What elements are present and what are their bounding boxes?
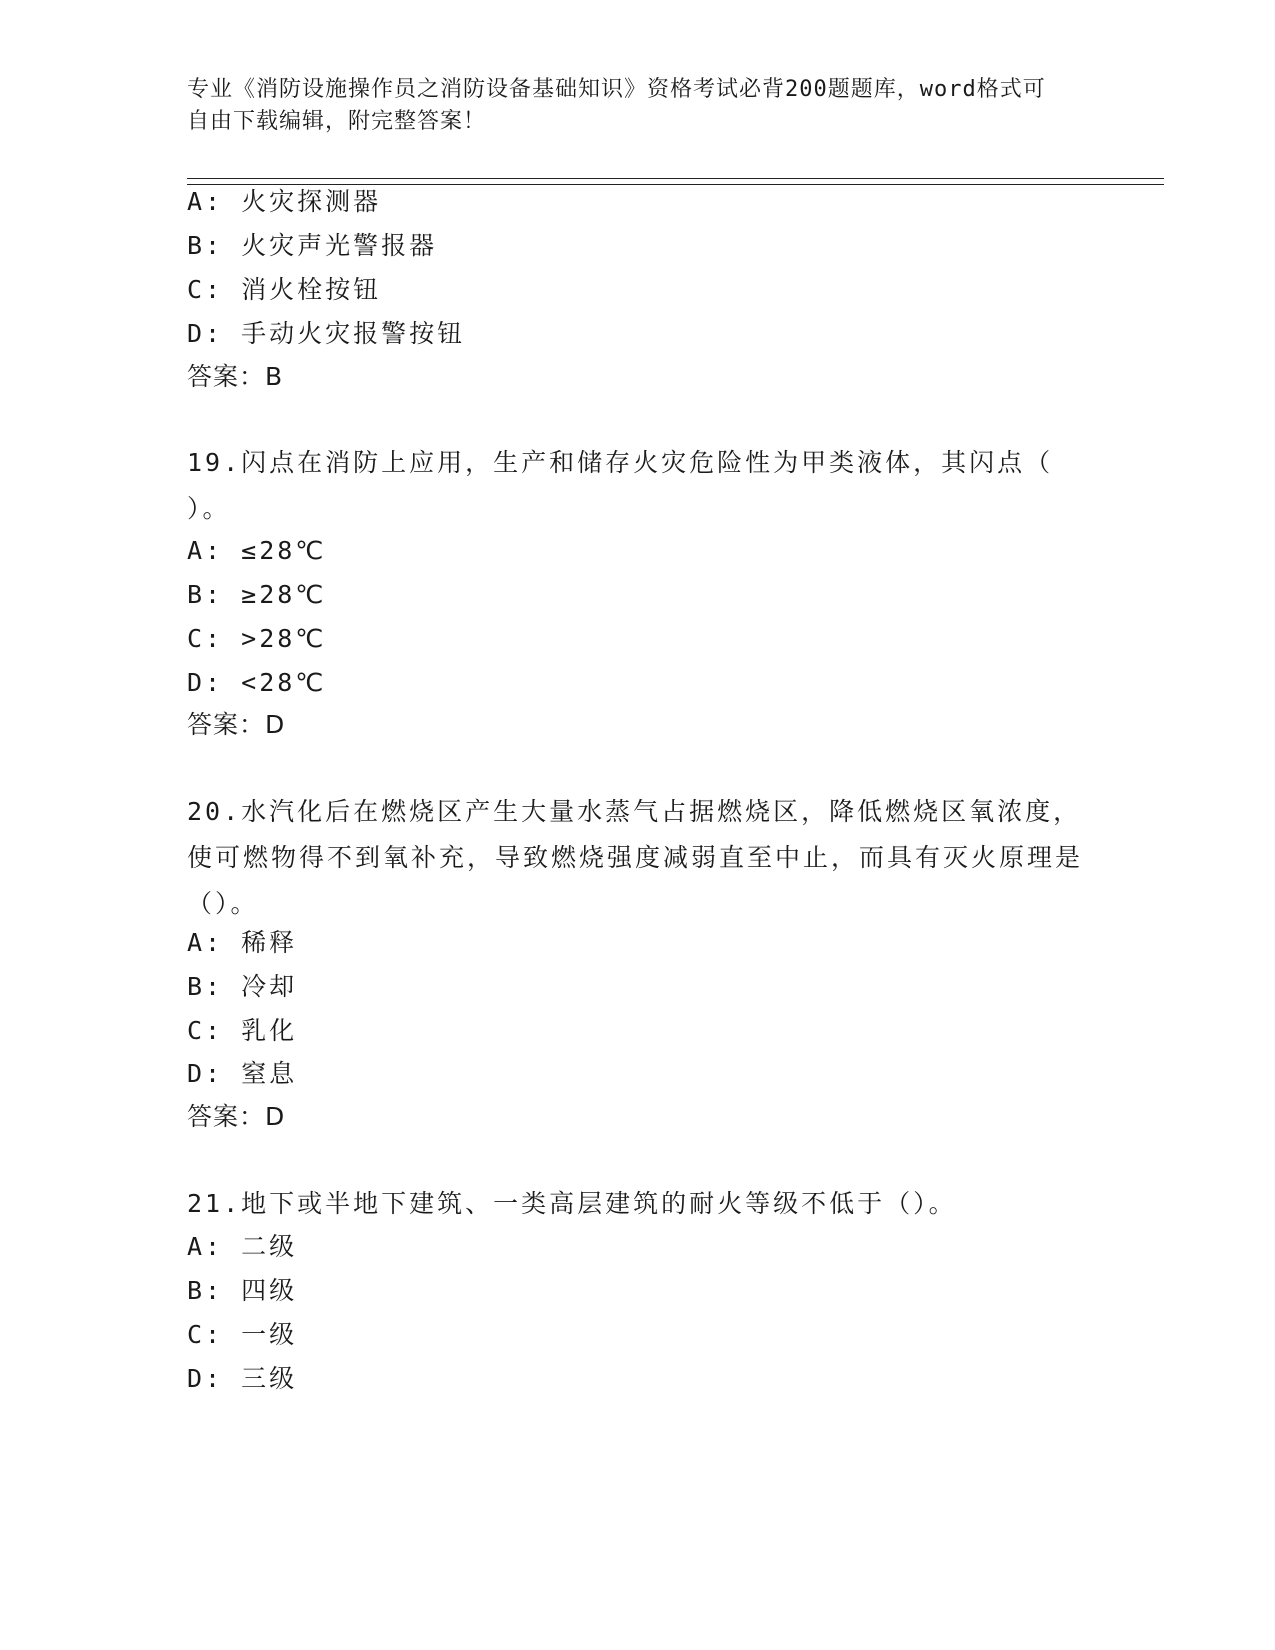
q20-option-a: A: 稀释 (187, 928, 298, 957)
q18-option-d: D: 手动火灾报警按钮 (187, 319, 466, 348)
q18-option-c: C: 消火栓按钮 (187, 275, 382, 304)
header-divider-bottom (187, 184, 1164, 185)
q18-option-b: B: 火灾声光警报器 (187, 231, 438, 260)
q21-option-d: D: 三级 (187, 1364, 298, 1393)
header-divider-top (187, 178, 1164, 179)
q20-question: 20.水汽化后在燃烧区产生大量水蒸气占据燃烧区，降低燃烧区氧浓度，使可燃物得不到氧补充，导致燃烧强度减弱直至中止，而具有灭火原理是（）。 (187, 797, 1084, 918)
q20-option-c: C: 乳化 (187, 1016, 298, 1045)
q20-option-b: B: 冷却 (187, 972, 298, 1001)
q18-answer: 答案：B (187, 362, 284, 391)
q19-question: 19.闪点在消防上应用，生产和储存火灾危险性为甲类液体，其闪点（ ）。 (187, 448, 1054, 523)
q21-option-b: B: 四级 (187, 1276, 298, 1305)
document-header: 专业《消防设施操作员之消防设备基础知识》资格考试必背200题题库，word格式可自由下载编辑，附完整答案！ (187, 77, 1046, 134)
q20-option-d: D: 窒息 (187, 1059, 298, 1088)
q18-option-a: A: 火灾探测器 (187, 187, 382, 216)
q19-answer: 答案：D (187, 710, 286, 739)
q19-option-b: B: ≥28℃ (187, 580, 327, 609)
q21-option-a: A: 二级 (187, 1232, 298, 1261)
q21-option-c: C: 一级 (187, 1320, 298, 1349)
q19-option-d: D: <28℃ (187, 668, 327, 697)
q19-option-c: C: >28℃ (187, 624, 327, 653)
document-page (187, 0, 1167, 1650)
q20-answer: 答案：D (187, 1102, 286, 1131)
q19-option-a: A: ≤28℃ (187, 536, 327, 565)
q21-question: 21.地下或半地下建筑、一类高层建筑的耐火等级不低于（）。 (187, 1189, 957, 1218)
